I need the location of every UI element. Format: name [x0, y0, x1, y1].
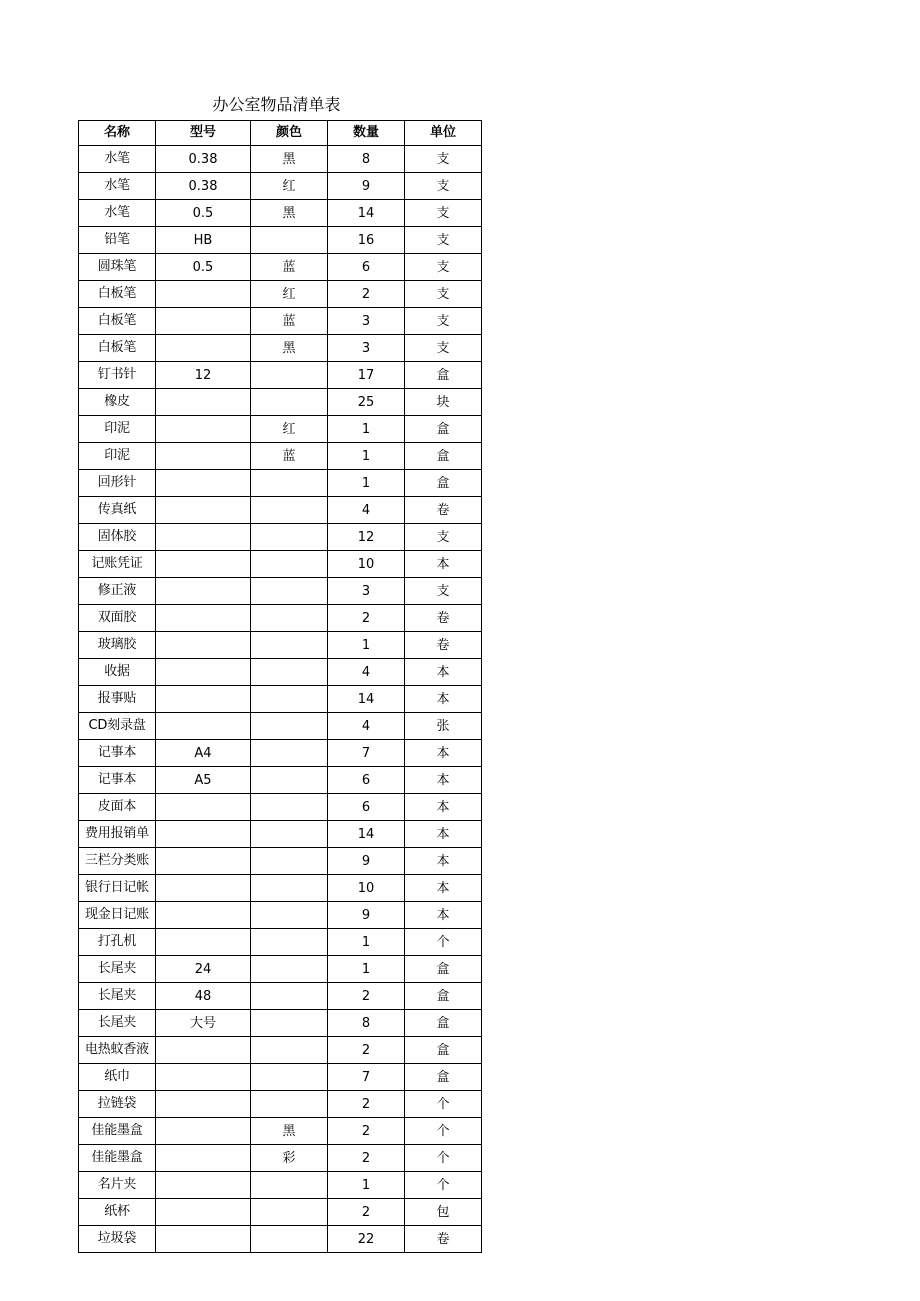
cell-unit[interactable]: 本 [405, 902, 482, 929]
cell-color[interactable] [251, 470, 328, 497]
cell-name[interactable]: 三栏分类账 [79, 848, 156, 875]
cell-model[interactable]: HB [156, 227, 251, 254]
cell-unit[interactable]: 个 [405, 1118, 482, 1145]
cell-unit[interactable]: 盒 [405, 416, 482, 443]
cell-unit[interactable]: 盒 [405, 956, 482, 983]
cell-quantity[interactable]: 3 [328, 578, 405, 605]
cell-unit[interactable]: 本 [405, 875, 482, 902]
cell-name[interactable]: 记事本 [79, 740, 156, 767]
cell-quantity[interactable]: 2 [328, 1145, 405, 1172]
cell-model[interactable] [156, 794, 251, 821]
cell-quantity[interactable]: 10 [328, 875, 405, 902]
cell-model[interactable]: 48 [156, 983, 251, 1010]
cell-unit[interactable]: 支 [405, 200, 482, 227]
table-row [79, 1199, 482, 1226]
cell-name[interactable]: 白板笔 [79, 335, 156, 362]
office-supplies-sheet [78, 92, 481, 1253]
cell-quantity[interactable]: 6 [328, 254, 405, 281]
cell-name[interactable]: 纸杯 [79, 1199, 156, 1226]
cell-color[interactable] [251, 227, 328, 254]
header-row [79, 121, 482, 146]
cell-name[interactable]: 长尾夹 [79, 983, 156, 1010]
cell-quantity[interactable]: 2 [328, 605, 405, 632]
cell-name[interactable]: 水笔 [79, 146, 156, 173]
table-header [79, 121, 482, 146]
cell-quantity[interactable]: 14 [328, 200, 405, 227]
cell-color[interactable] [251, 1172, 328, 1199]
table-row [79, 875, 482, 902]
cell-unit[interactable]: 支 [405, 524, 482, 551]
cell-model[interactable]: 0.38 [156, 146, 251, 173]
cell-unit[interactable]: 张 [405, 713, 482, 740]
cell-model[interactable] [156, 713, 251, 740]
table-row [79, 470, 482, 497]
cell-unit[interactable]: 本 [405, 551, 482, 578]
table-row [79, 983, 482, 1010]
table-row [79, 740, 482, 767]
table-row [79, 578, 482, 605]
cell-unit[interactable]: 块 [405, 389, 482, 416]
cell-color[interactable] [251, 875, 328, 902]
cell-unit[interactable]: 本 [405, 659, 482, 686]
cell-model[interactable] [156, 470, 251, 497]
cell-unit[interactable]: 盒 [405, 1064, 482, 1091]
cell-model[interactable] [156, 416, 251, 443]
cell-name[interactable]: 修正液 [79, 578, 156, 605]
table-row [79, 821, 482, 848]
cell-quantity[interactable]: 10 [328, 551, 405, 578]
cell-model[interactable] [156, 605, 251, 632]
cell-name[interactable]: 橡皮 [79, 389, 156, 416]
cell-unit[interactable]: 盒 [405, 443, 482, 470]
table-row [79, 335, 482, 362]
table-row [79, 497, 482, 524]
cell-model[interactable]: 0.5 [156, 200, 251, 227]
cell-quantity[interactable]: 3 [328, 335, 405, 362]
cell-unit[interactable]: 盒 [405, 983, 482, 1010]
cell-color[interactable] [251, 740, 328, 767]
cell-name[interactable]: 回形针 [79, 470, 156, 497]
cell-quantity[interactable]: 9 [328, 848, 405, 875]
cell-color[interactable] [251, 794, 328, 821]
cell-color[interactable] [251, 362, 328, 389]
cell-model[interactable] [156, 578, 251, 605]
cell-unit[interactable]: 支 [405, 335, 482, 362]
table-row [79, 1037, 482, 1064]
cell-quantity[interactable]: 4 [328, 713, 405, 740]
cell-name[interactable]: 名片夹 [79, 1172, 156, 1199]
cell-unit[interactable]: 支 [405, 173, 482, 200]
cell-name[interactable]: 双面胶 [79, 605, 156, 632]
table-body [79, 146, 482, 1253]
cell-name[interactable]: 现金日记账 [79, 902, 156, 929]
cell-color[interactable] [251, 686, 328, 713]
cell-model[interactable] [156, 1091, 251, 1118]
cell-unit[interactable]: 盒 [405, 1010, 482, 1037]
cell-model[interactable] [156, 1064, 251, 1091]
table-row [79, 713, 482, 740]
cell-name[interactable]: 收据 [79, 659, 156, 686]
cell-quantity[interactable]: 16 [328, 227, 405, 254]
cell-unit[interactable]: 本 [405, 740, 482, 767]
cell-name[interactable]: 固体胶 [79, 524, 156, 551]
cell-quantity[interactable]: 6 [328, 767, 405, 794]
cell-unit[interactable]: 本 [405, 848, 482, 875]
cell-unit[interactable]: 支 [405, 227, 482, 254]
cell-unit[interactable]: 支 [405, 281, 482, 308]
cell-unit[interactable]: 卷 [405, 632, 482, 659]
table-row [79, 389, 482, 416]
cell-name[interactable]: 拉链袋 [79, 1091, 156, 1118]
cell-color[interactable]: 红 [251, 416, 328, 443]
cell-name[interactable]: 费用报销单 [79, 821, 156, 848]
table-row [79, 632, 482, 659]
cell-quantity[interactable]: 14 [328, 686, 405, 713]
cell-unit[interactable]: 个 [405, 1091, 482, 1118]
cell-model[interactable]: 12 [156, 362, 251, 389]
cell-model[interactable] [156, 1172, 251, 1199]
cell-model[interactable]: 0.38 [156, 173, 251, 200]
cell-model[interactable]: 大号 [156, 1010, 251, 1037]
cell-model[interactable] [156, 524, 251, 551]
cell-color[interactable] [251, 1226, 328, 1253]
cell-color[interactable]: 红 [251, 173, 328, 200]
cell-unit[interactable]: 支 [405, 146, 482, 173]
cell-name[interactable]: 玻璃胶 [79, 632, 156, 659]
cell-unit[interactable]: 本 [405, 767, 482, 794]
cell-quantity[interactable]: 1 [328, 443, 405, 470]
header-unit: 单位 [405, 121, 482, 146]
cell-quantity[interactable]: 7 [328, 740, 405, 767]
table-row [79, 308, 482, 335]
cell-quantity[interactable]: 8 [328, 1010, 405, 1037]
cell-color[interactable] [251, 902, 328, 929]
cell-model[interactable] [156, 1199, 251, 1226]
cell-model[interactable]: 24 [156, 956, 251, 983]
cell-unit[interactable]: 本 [405, 794, 482, 821]
cell-unit[interactable]: 本 [405, 821, 482, 848]
cell-color[interactable]: 黑 [251, 146, 328, 173]
cell-unit[interactable]: 包 [405, 1199, 482, 1226]
cell-model[interactable] [156, 497, 251, 524]
table-row [79, 416, 482, 443]
cell-color[interactable]: 黑 [251, 1118, 328, 1145]
cell-quantity[interactable]: 2 [328, 281, 405, 308]
cell-model[interactable] [156, 1226, 251, 1253]
sheet-title-text: 办公室物品清单表 [212, 95, 341, 114]
table-row [79, 929, 482, 956]
cell-quantity[interactable]: 4 [328, 497, 405, 524]
table-row [79, 794, 482, 821]
cell-model[interactable] [156, 1118, 251, 1145]
table-row [79, 1118, 482, 1145]
table-row [79, 1064, 482, 1091]
cell-model[interactable]: A4 [156, 740, 251, 767]
cell-name[interactable]: 印泥 [79, 443, 156, 470]
table-row [79, 956, 482, 983]
cell-name[interactable]: 水笔 [79, 173, 156, 200]
cell-name[interactable]: 记事本 [79, 767, 156, 794]
table-row [79, 1091, 482, 1118]
cell-color[interactable]: 黑 [251, 200, 328, 227]
cell-quantity[interactable]: 7 [328, 1064, 405, 1091]
cell-model[interactable] [156, 551, 251, 578]
table-row [79, 1226, 482, 1253]
cell-color[interactable]: 蓝 [251, 254, 328, 281]
cell-name[interactable]: 打孔机 [79, 929, 156, 956]
table-row [79, 173, 482, 200]
cell-model[interactable] [156, 443, 251, 470]
cell-color[interactable] [251, 551, 328, 578]
cell-name[interactable]: 佳能墨盒 [79, 1118, 156, 1145]
cell-name[interactable]: 水笔 [79, 200, 156, 227]
cell-name[interactable]: 银行日记帐 [79, 875, 156, 902]
cell-color[interactable] [251, 848, 328, 875]
cell-name[interactable]: 铅笔 [79, 227, 156, 254]
table-row [79, 767, 482, 794]
cell-color[interactable] [251, 1064, 328, 1091]
table-row [79, 1010, 482, 1037]
cell-model[interactable] [156, 389, 251, 416]
cell-name[interactable]: 印泥 [79, 416, 156, 443]
cell-quantity[interactable]: 9 [328, 173, 405, 200]
cell-model[interactable] [156, 929, 251, 956]
cell-quantity[interactable]: 1 [328, 416, 405, 443]
cell-unit[interactable]: 卷 [405, 605, 482, 632]
cell-unit[interactable]: 盒 [405, 470, 482, 497]
cell-color[interactable] [251, 821, 328, 848]
cell-model[interactable] [156, 1037, 251, 1064]
cell-model[interactable] [156, 902, 251, 929]
cell-quantity[interactable]: 12 [328, 524, 405, 551]
cell-name[interactable]: 白板笔 [79, 281, 156, 308]
cell-name[interactable]: 记账凭证 [79, 551, 156, 578]
cell-unit[interactable]: 本 [405, 686, 482, 713]
cell-quantity[interactable]: 8 [328, 146, 405, 173]
cell-model[interactable] [156, 659, 251, 686]
cell-color[interactable] [251, 632, 328, 659]
cell-color[interactable] [251, 389, 328, 416]
cell-color[interactable] [251, 983, 328, 1010]
sheet-title [78, 92, 481, 120]
cell-quantity[interactable]: 1 [328, 956, 405, 983]
cell-color[interactable]: 彩 [251, 1145, 328, 1172]
cell-quantity[interactable]: 1 [328, 929, 405, 956]
cell-color[interactable] [251, 1199, 328, 1226]
cell-quantity[interactable]: 22 [328, 1226, 405, 1253]
cell-unit[interactable]: 个 [405, 1172, 482, 1199]
cell-name[interactable]: 钉书针 [79, 362, 156, 389]
cell-unit[interactable]: 盒 [405, 362, 482, 389]
cell-model[interactable]: 0.5 [156, 254, 251, 281]
cell-unit[interactable]: 个 [405, 1145, 482, 1172]
cell-quantity[interactable]: 2 [328, 1199, 405, 1226]
cell-color[interactable] [251, 929, 328, 956]
cell-model[interactable] [156, 632, 251, 659]
cell-model[interactable] [156, 335, 251, 362]
cell-model[interactable] [156, 875, 251, 902]
cell-unit[interactable]: 卷 [405, 497, 482, 524]
table-row [79, 659, 482, 686]
cell-model[interactable] [156, 848, 251, 875]
cell-model[interactable] [156, 1145, 251, 1172]
table-row [79, 1145, 482, 1172]
table-row [79, 362, 482, 389]
cell-unit[interactable]: 支 [405, 254, 482, 281]
cell-unit[interactable]: 卷 [405, 1226, 482, 1253]
cell-name[interactable]: 长尾夹 [79, 1010, 156, 1037]
cell-model[interactable] [156, 821, 251, 848]
cell-color[interactable]: 红 [251, 281, 328, 308]
cell-model[interactable] [156, 281, 251, 308]
cell-name[interactable]: 传真纸 [79, 497, 156, 524]
table-row [79, 848, 482, 875]
cell-quantity[interactable]: 14 [328, 821, 405, 848]
cell-quantity[interactable]: 25 [328, 389, 405, 416]
table-row [79, 551, 482, 578]
cell-name[interactable]: 圆珠笔 [79, 254, 156, 281]
table-row [79, 524, 482, 551]
table-row [79, 254, 482, 281]
supplies-table [78, 120, 482, 1253]
cell-color[interactable] [251, 1010, 328, 1037]
table-row [79, 200, 482, 227]
header-color: 颜色 [251, 121, 328, 146]
table-row [79, 227, 482, 254]
cell-model[interactable] [156, 686, 251, 713]
cell-name[interactable]: CD刻录盘 [79, 713, 156, 740]
header-name: 名称 [79, 121, 156, 146]
cell-quantity[interactable]: 3 [328, 308, 405, 335]
header-quantity: 数量 [328, 121, 405, 146]
cell-quantity[interactable]: 1 [328, 1172, 405, 1199]
cell-quantity[interactable]: 17 [328, 362, 405, 389]
cell-quantity[interactable]: 9 [328, 902, 405, 929]
cell-unit[interactable]: 支 [405, 308, 482, 335]
cell-color[interactable] [251, 713, 328, 740]
table-row [79, 902, 482, 929]
cell-color[interactable] [251, 578, 328, 605]
cell-quantity[interactable]: 2 [328, 1037, 405, 1064]
cell-color[interactable] [251, 605, 328, 632]
cell-color[interactable] [251, 1091, 328, 1118]
cell-quantity[interactable]: 6 [328, 794, 405, 821]
cell-color[interactable] [251, 524, 328, 551]
table-row [79, 686, 482, 713]
cell-unit[interactable]: 盒 [405, 1037, 482, 1064]
cell-unit[interactable]: 支 [405, 578, 482, 605]
cell-quantity[interactable]: 2 [328, 1118, 405, 1145]
cell-unit[interactable]: 个 [405, 929, 482, 956]
cell-name[interactable]: 垃圾袋 [79, 1226, 156, 1253]
cell-quantity[interactable]: 1 [328, 470, 405, 497]
cell-model[interactable] [156, 308, 251, 335]
cell-name[interactable]: 白板笔 [79, 308, 156, 335]
cell-name[interactable]: 电热蚊香液 [79, 1037, 156, 1064]
table-row [79, 146, 482, 173]
cell-name[interactable]: 纸巾 [79, 1064, 156, 1091]
cell-quantity[interactable]: 2 [328, 983, 405, 1010]
cell-model[interactable]: A5 [156, 767, 251, 794]
cell-color[interactable] [251, 956, 328, 983]
cell-name[interactable]: 报事贴 [79, 686, 156, 713]
cell-color[interactable] [251, 767, 328, 794]
cell-name[interactable]: 长尾夹 [79, 956, 156, 983]
table-row [79, 605, 482, 632]
cell-quantity[interactable]: 2 [328, 1091, 405, 1118]
cell-color[interactable]: 蓝 [251, 443, 328, 470]
table-row [79, 281, 482, 308]
table-row [79, 443, 482, 470]
cell-color[interactable] [251, 497, 328, 524]
cell-color[interactable]: 黑 [251, 335, 328, 362]
cell-color[interactable]: 蓝 [251, 308, 328, 335]
cell-quantity[interactable]: 4 [328, 659, 405, 686]
table-row [79, 1172, 482, 1199]
cell-color[interactable] [251, 659, 328, 686]
header-model: 型号 [156, 121, 251, 146]
cell-quantity[interactable]: 1 [328, 632, 405, 659]
cell-name[interactable]: 皮面本 [79, 794, 156, 821]
cell-name[interactable]: 佳能墨盒 [79, 1145, 156, 1172]
cell-color[interactable] [251, 1037, 328, 1064]
